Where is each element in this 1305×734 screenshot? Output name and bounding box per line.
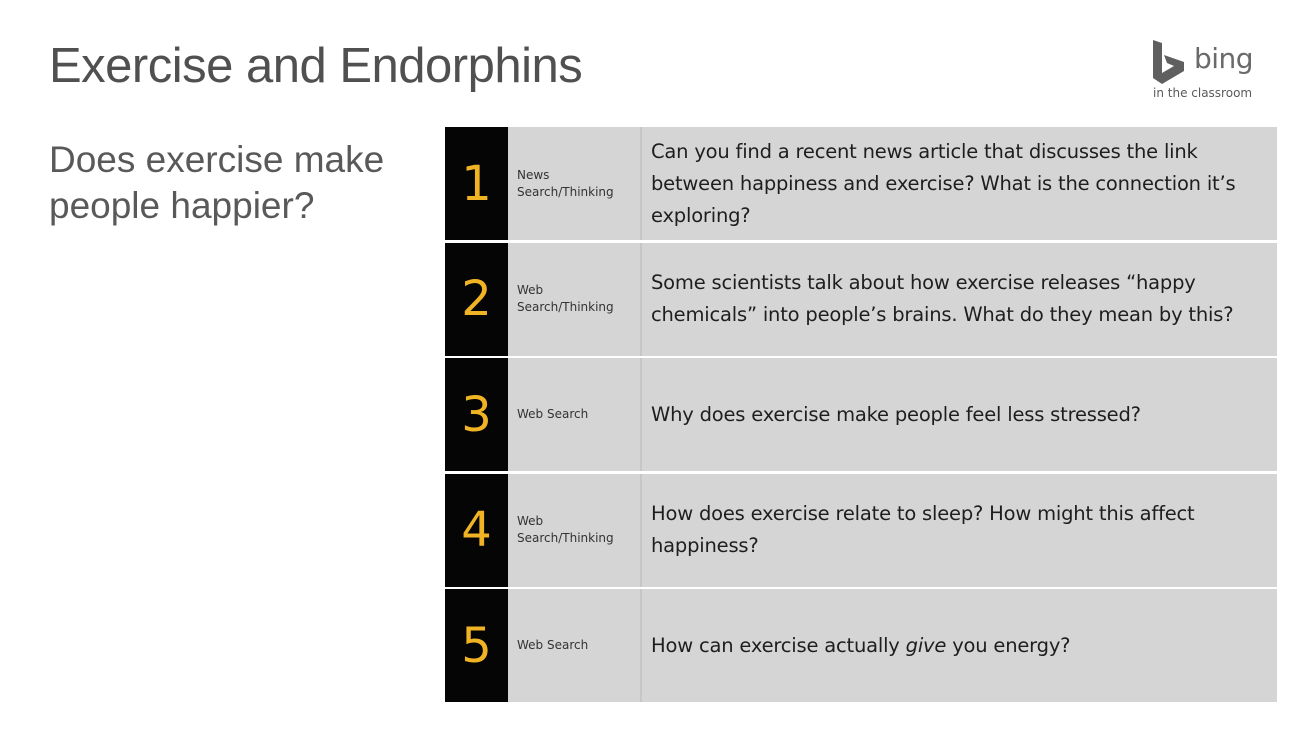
row-category: Web Search/Thinking <box>508 474 642 587</box>
question-text: Can you find a recent news article that discusses the link between happiness and exercise? What is the connection it’s exploring? <box>651 139 1236 227</box>
slide-subtitle: Does exercise make people happier? <box>49 139 385 226</box>
row-question <box>642 474 1277 587</box>
activity-table <box>445 127 1277 705</box>
row-category: News Search/Thinking <box>508 127 642 240</box>
row-category: Web Search <box>508 589 642 702</box>
table-row <box>445 589 1277 702</box>
row-category: Web Search/Thinking <box>508 243 642 356</box>
row-question <box>642 127 1277 240</box>
logo-tagline: in the classroom <box>1153 86 1253 100</box>
row-number: 4 <box>445 474 508 587</box>
row-number: 2 <box>445 243 508 356</box>
question-text <box>651 630 1070 662</box>
question-text: Some scientists talk about how exercise releases “happy chemicals” into people’s brains. What do they mean by this? <box>651 271 1234 326</box>
row-category: Web Search <box>508 358 642 471</box>
row-number: 5 <box>445 589 508 702</box>
question-text-before: How can exercise actually <box>651 633 906 657</box>
question-text: Why does exercise make people feel less stressed? <box>651 402 1141 426</box>
logo-wordmark: bing <box>1194 42 1254 75</box>
question-emphasis: give <box>905 633 947 657</box>
question-text-after: you energy? <box>946 633 1071 657</box>
table-row <box>445 358 1277 471</box>
table-row <box>445 243 1277 356</box>
table-row <box>445 127 1277 240</box>
question-text: How does exercise relate to sleep? How might this affect happiness? <box>651 502 1195 557</box>
row-question <box>642 358 1277 471</box>
table-row <box>445 474 1277 587</box>
bing-logo <box>1150 40 1265 102</box>
row-number: 1 <box>445 127 508 240</box>
row-number: 3 <box>445 358 508 471</box>
bing-logo-icon <box>1150 40 1190 84</box>
row-question <box>642 243 1277 356</box>
slide-title: Exercise and Endorphins <box>49 39 583 93</box>
row-question <box>642 589 1277 702</box>
